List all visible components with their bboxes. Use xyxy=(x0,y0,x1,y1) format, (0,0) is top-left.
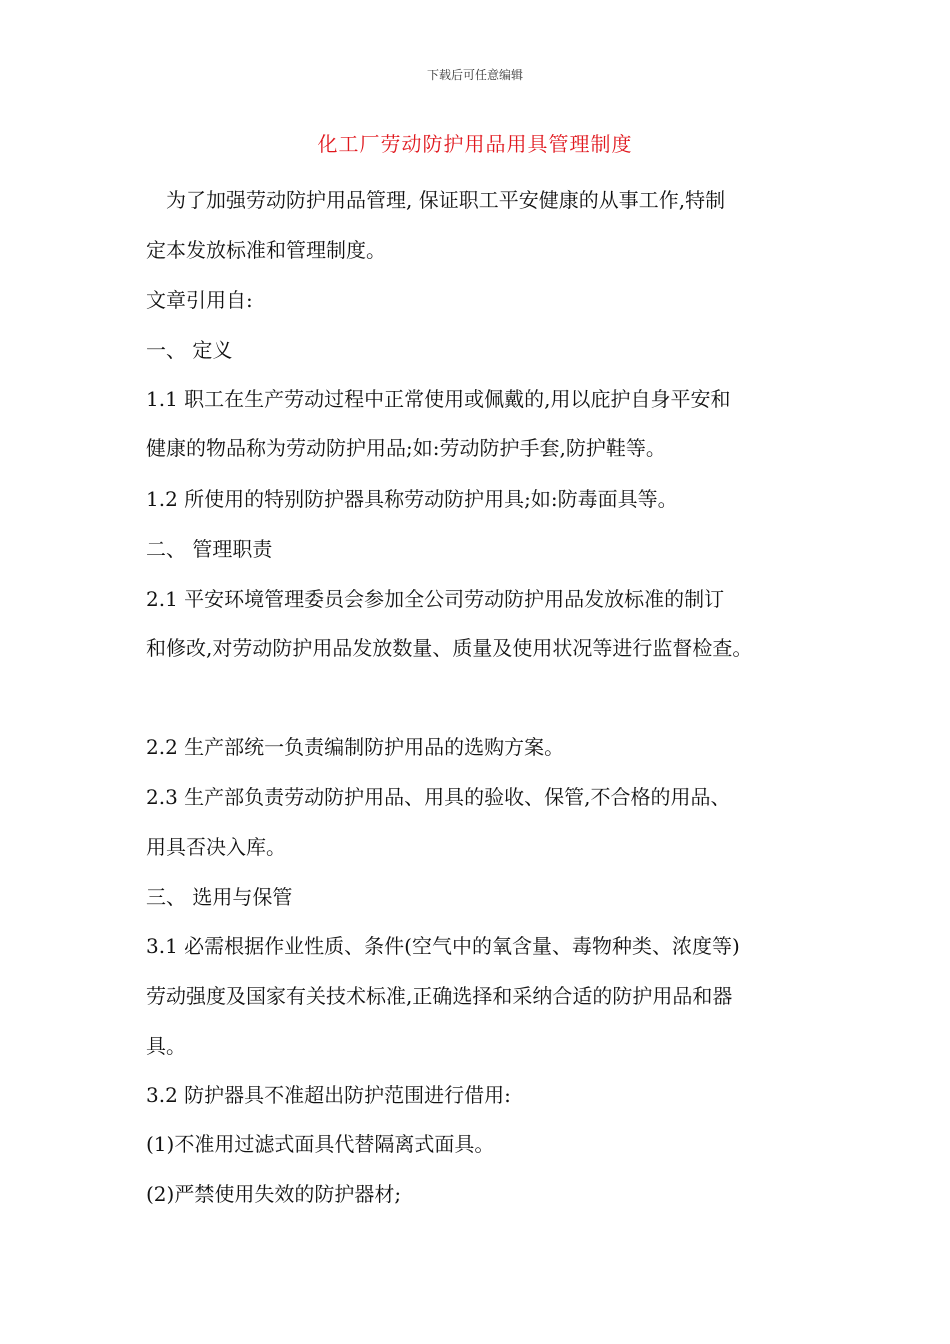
section-heading: 二、 管理职责 xyxy=(146,537,273,561)
body-line: 3.2 防护器具不准超出防护范围进行借用: xyxy=(146,1083,511,1107)
document-title: 化工厂劳动防护用品用具管理制度 xyxy=(317,132,633,156)
section-heading: 三、 选用与保管 xyxy=(146,885,293,909)
body-line: 具。 xyxy=(146,1034,186,1058)
body-line: 劳动强度及国家有关技术标准,正确选择和采纳合适的防护用品和器 xyxy=(146,984,733,1008)
body-line: 2.2 生产部统一负责编制防护用品的选购方案。 xyxy=(146,735,565,759)
list-item: (1)不准用过滤式面具代替隔离式面具。 xyxy=(146,1132,495,1156)
body-line: 健康的物品称为劳动防护用品;如:劳动防护手套,防护鞋等。 xyxy=(146,436,666,460)
section-heading: 一、 定义 xyxy=(146,338,233,362)
body-line: 2.1 平安环境管理委员会参加全公司劳动防护用品发放标准的制订 xyxy=(146,587,725,611)
header-note: 下载后可任意编辑 xyxy=(426,68,523,82)
body-line: 2.3 生产部负责劳动防护用品、用具的验收、保管,不合格的用品、 xyxy=(146,785,731,809)
list-item: (2)严禁使用失效的防护器材; xyxy=(146,1182,402,1206)
body-line: 为了加强劳动防护用品管理, 保证职工平安健康的从事工作,特制 xyxy=(146,188,726,212)
body-line: 文章引用自: xyxy=(146,288,253,312)
body-line: 定本发放标准和管理制度。 xyxy=(146,238,386,262)
body-line: 1.1 职工在生产劳动过程中正常使用或佩戴的,用以庇护自身平安和 xyxy=(146,387,731,411)
body-line: 1.2 所使用的特别防护器具称劳动防护用具;如:防毒面具等。 xyxy=(146,487,678,511)
body-line: 用具否决入库。 xyxy=(146,835,286,859)
body-line: 和修改,对劳动防护用品发放数量、质量及使用状况等进行监督检查。 xyxy=(146,636,753,660)
body-line: 3.1 必需根据作业性质、条件(空气中的氧含量、毒物种类、浓度等) xyxy=(146,934,740,958)
